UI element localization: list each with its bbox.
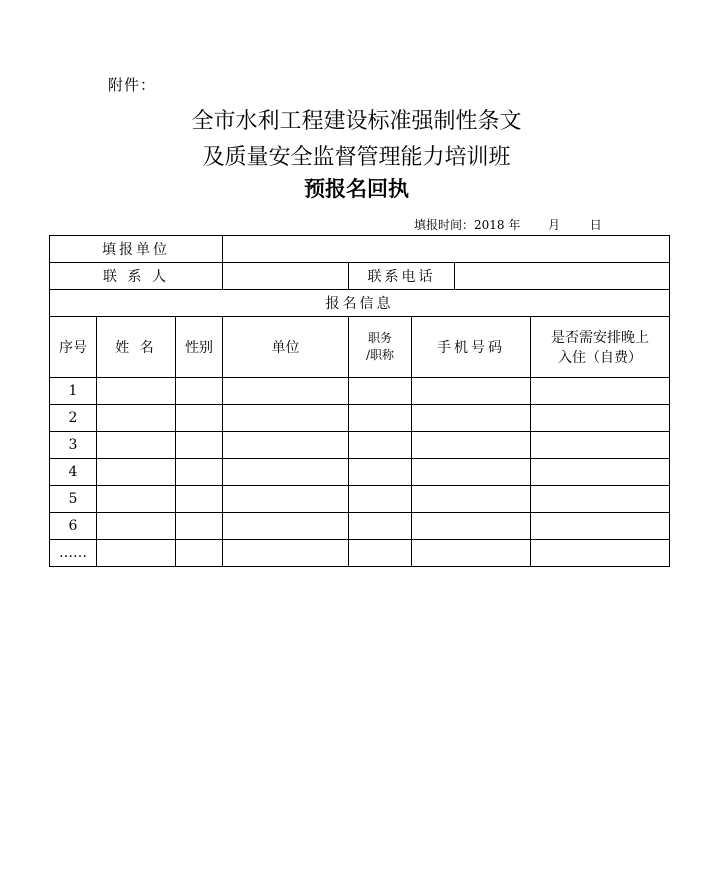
contact-label: 联 系 人: [50, 263, 223, 290]
cell[interactable]: [176, 513, 223, 540]
cell[interactable]: [531, 378, 670, 405]
col-seq: 序号: [50, 317, 97, 378]
cell[interactable]: [412, 513, 531, 540]
table-row: [50, 459, 670, 486]
cell[interactable]: [176, 405, 223, 432]
row-seq: 1: [50, 378, 97, 405]
col-unit: 单位: [223, 317, 349, 378]
cell[interactable]: [349, 405, 412, 432]
section-label: 报名信息: [50, 290, 670, 317]
cell[interactable]: [223, 432, 349, 459]
row-seq: 5: [50, 486, 97, 513]
cell[interactable]: [223, 540, 349, 567]
cell[interactable]: [349, 486, 412, 513]
cell[interactable]: [531, 405, 670, 432]
phone-label: 联系电话: [349, 263, 455, 290]
table-row: [50, 405, 670, 432]
cell[interactable]: [412, 540, 531, 567]
attachment-label: 附件：: [108, 76, 157, 94]
title-line-1: 全市水利工程建设标准强制性条文: [191, 109, 522, 134]
cell[interactable]: [97, 486, 176, 513]
col-name: 姓 名: [97, 317, 176, 378]
fill-time-month: 月: [548, 218, 561, 232]
col-lodging-line1: 是否需安排晚上: [551, 330, 650, 346]
cell[interactable]: [97, 432, 176, 459]
cell[interactable]: [97, 513, 176, 540]
cell[interactable]: [531, 432, 670, 459]
cell[interactable]: [412, 405, 531, 432]
cell[interactable]: [223, 459, 349, 486]
col-mobile: 手机号码: [412, 317, 531, 378]
cell[interactable]: [176, 459, 223, 486]
cell[interactable]: [176, 540, 223, 567]
cell[interactable]: [176, 378, 223, 405]
cell[interactable]: [223, 405, 349, 432]
table-row: [50, 513, 670, 540]
cell[interactable]: [412, 459, 531, 486]
cell[interactable]: [223, 486, 349, 513]
table-row: [50, 486, 670, 513]
col-lodging: [531, 317, 670, 378]
cell[interactable]: [97, 405, 176, 432]
table-row: [50, 540, 670, 567]
cell[interactable]: [176, 432, 223, 459]
cell[interactable]: [349, 459, 412, 486]
cell[interactable]: [223, 378, 349, 405]
cell[interactable]: [97, 378, 176, 405]
cell[interactable]: [412, 486, 531, 513]
cell[interactable]: [97, 459, 176, 486]
row-seq: 2: [50, 405, 97, 432]
row-seq: 3: [50, 432, 97, 459]
fill-time: [414, 216, 602, 233]
fill-time-day: 日: [589, 218, 602, 232]
col-position-line1: 职务: [367, 331, 392, 345]
row-seq: 6: [50, 513, 97, 540]
registration-form-table: [49, 235, 670, 567]
col-lodging-line2: 入住（自费）: [558, 350, 643, 366]
cell[interactable]: [97, 540, 176, 567]
col-position-line2: /职称: [365, 348, 395, 362]
row-seq: 4: [50, 459, 97, 486]
unit-label: 填报单位: [50, 236, 223, 263]
cell[interactable]: [531, 540, 670, 567]
table-row: [50, 432, 670, 459]
title-line-3: 预报名回执: [304, 177, 409, 201]
cell[interactable]: [531, 486, 670, 513]
col-position: [349, 317, 412, 378]
title-line-2: 及质量安全监督管理能力培训班: [202, 145, 511, 170]
cell[interactable]: [412, 432, 531, 459]
table-row: [50, 378, 670, 405]
cell[interactable]: [349, 513, 412, 540]
cell[interactable]: [412, 378, 531, 405]
contact-field[interactable]: [223, 263, 349, 290]
cell[interactable]: [349, 540, 412, 567]
fill-time-label: 填报时间：2018 年: [414, 218, 521, 232]
cell[interactable]: [223, 513, 349, 540]
cell[interactable]: [531, 459, 670, 486]
phone-field[interactable]: [455, 263, 670, 290]
cell[interactable]: [349, 378, 412, 405]
cell[interactable]: [349, 432, 412, 459]
col-gender: 性别: [176, 317, 223, 378]
cell[interactable]: [176, 486, 223, 513]
row-seq: ……: [50, 540, 97, 567]
cell[interactable]: [531, 513, 670, 540]
unit-field[interactable]: [223, 236, 670, 263]
